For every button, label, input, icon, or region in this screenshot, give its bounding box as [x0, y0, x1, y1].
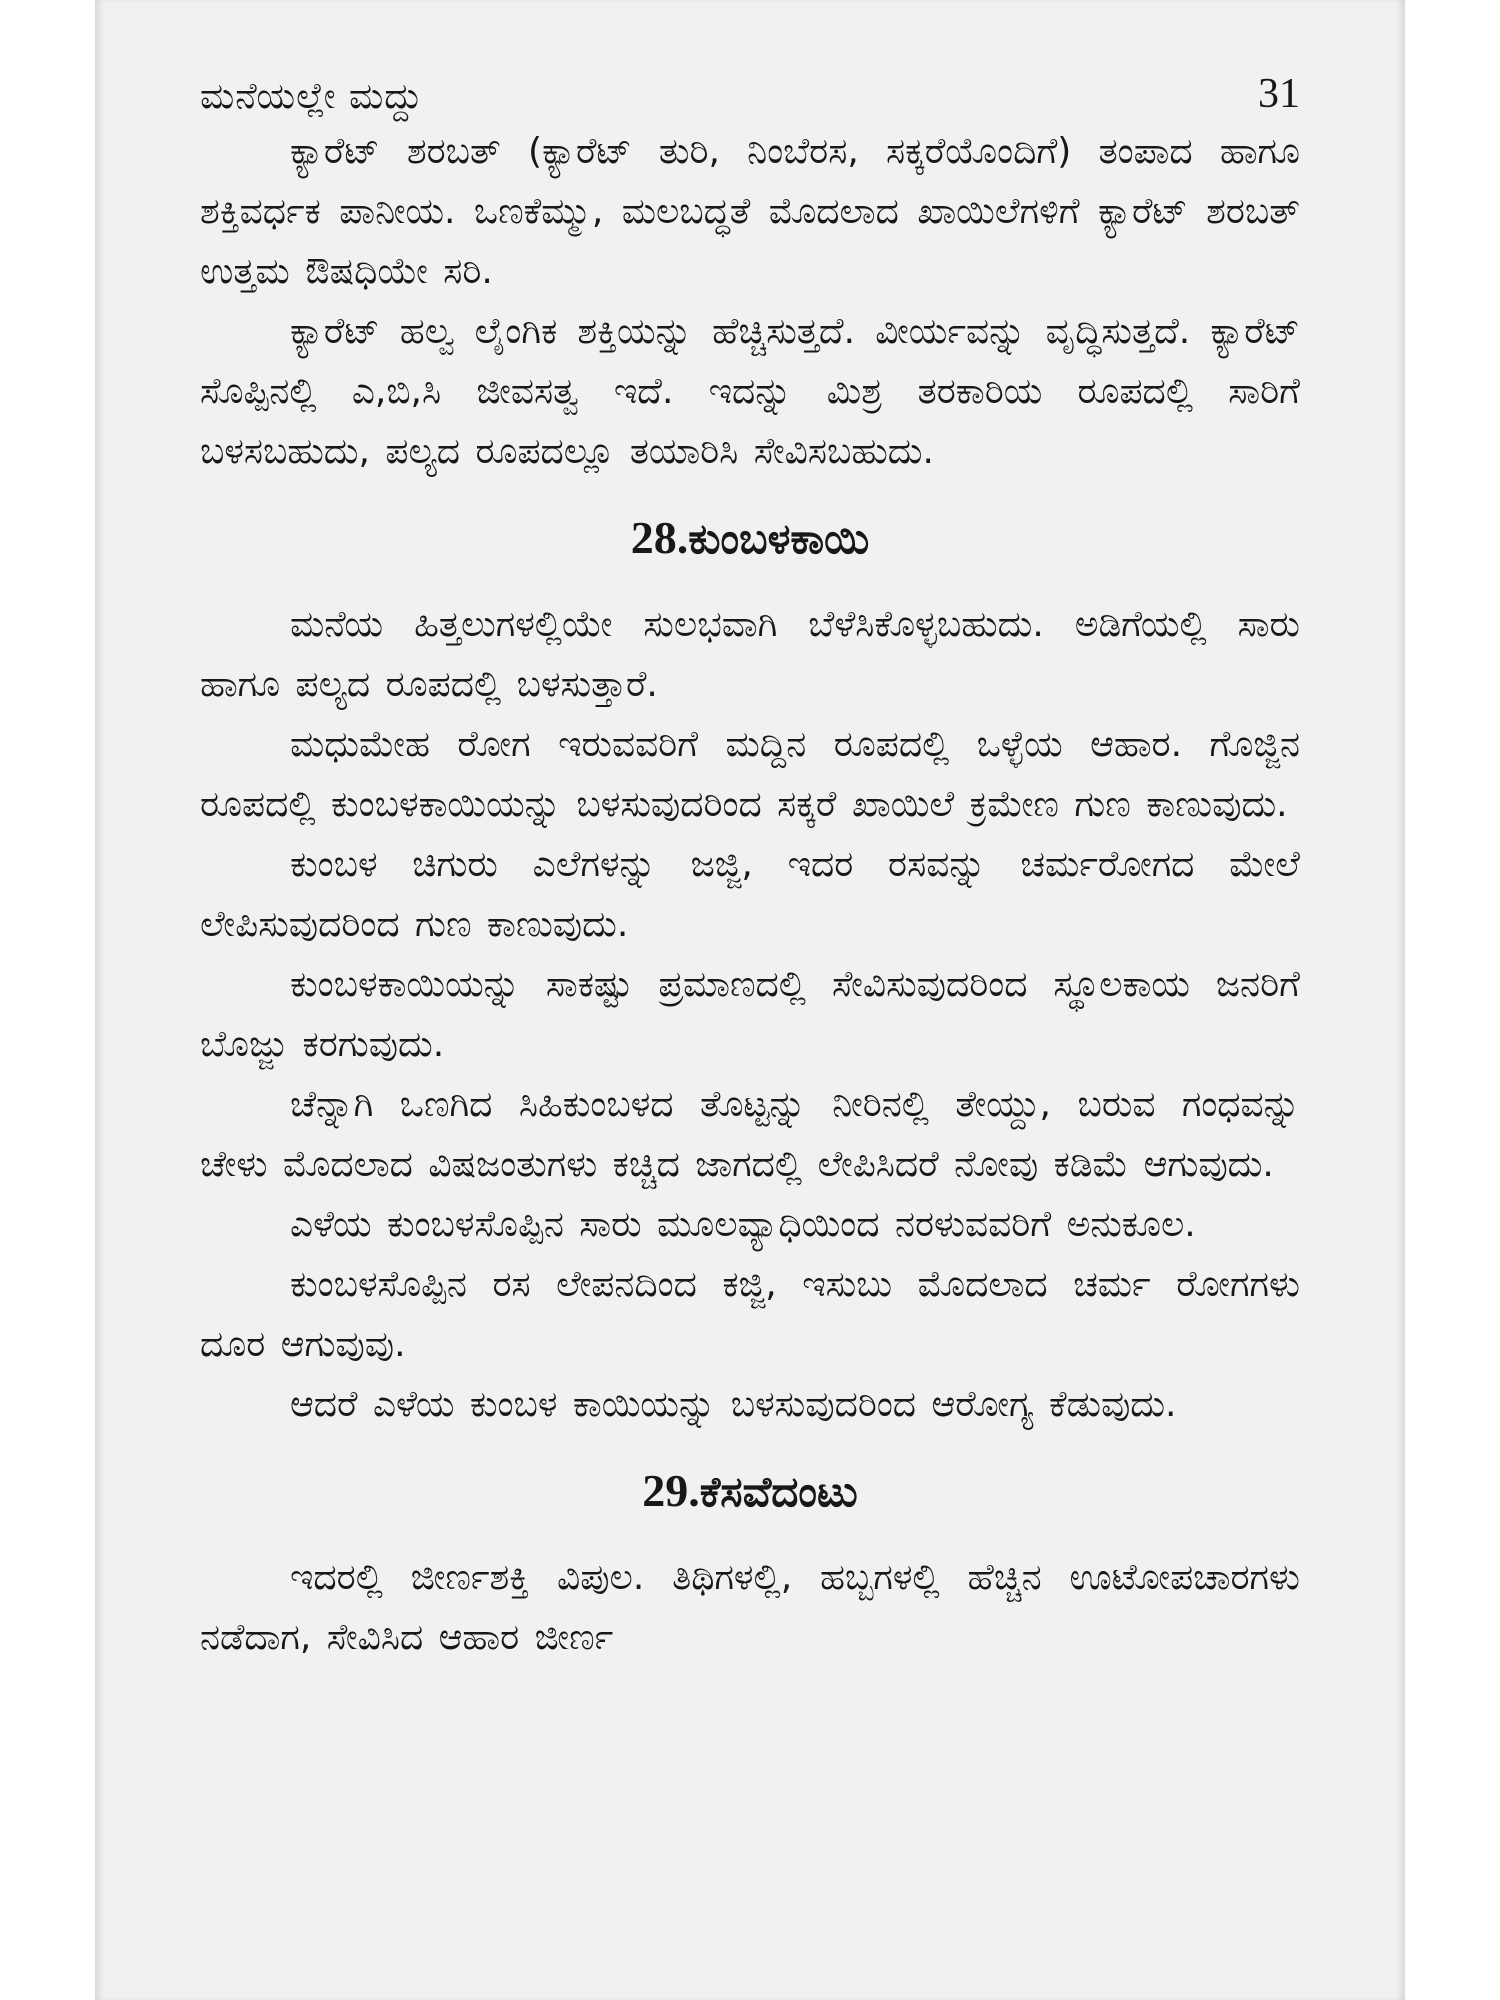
paragraph: ಮನೆಯ ಹಿತ್ತಲುಗಳಲ್ಲಿಯೇ ಸುಲಭವಾಗಿ ಬೆಳೆಸಿಕೊಳ್ಳಬಹುದು. ಅಡಿಗೆಯಲ್ಲಿ ಸಾರು ಹಾಗೂ ಪಲ್ಯದ ರೂಪದಲ್ಲಿ ಬಳಸುತ್ತಾರೆ. — [200, 604, 1300, 705]
section-heading-28 — [200, 508, 1300, 569]
paragraph: ಎಳೆಯ ಕುಂಬಳಸೊಪ್ಪಿನ ಸಾರು ಮೂಲವ್ಯಾಧಿಯಿಂದ ನರಳುವವರಿಗೆ ಅನುಕೂಲ. — [290, 1204, 1196, 1245]
paragraph: ಆದರೆ ಎಳೆಯ ಕುಂಬಳ ಕಾಯಿಯನ್ನು ಬಳಸುವುದರಿಂದ ಆರೋಗ್ಯ ಕೆಡುವುದು. — [290, 1384, 1177, 1425]
paragraph: ಕುಂಬಳಕಾಯಿಯನ್ನು ಸಾಕಷ್ಟು ಪ್ರಮಾಣದಲ್ಲಿ ಸೇವಿಸುವುದರಿಂದ ಸ್ಥೂಲಕಾಯ ಜನರಿಗೆ ಬೊಜ್ಜು ಕರಗುವುದು. — [200, 964, 1300, 1065]
section-number: 29. — [642, 1465, 700, 1516]
running-title: ಮನೆಯಲ್ಲೇ ಮದ್ದು — [200, 76, 424, 117]
running-header — [200, 60, 1300, 118]
paragraph: ಕ್ಯಾರೆಟ್ ಹಲ್ವ ಲೈಂಗಿಕ ಶಕ್ತಿಯನ್ನು ಹೆಚ್ಚಿಸುತ್ತದೆ. ವೀರ್ಯವನ್ನು ವೃದ್ಧಿಸುತ್ತದೆ. ಕ್ಯಾರೆಟ್ ಸೊಪ್ಪಿನಲ್ಲಿ ಎ,ಬಿ,ಸಿ ಜೀವಸತ್ವ ಇದೆ. ಇದನ್ನು ಮಿಶ್ರ ತರಕಾರಿಯ ರೂಪದಲ್ಲಿ ಸಾರಿಗೆ ಬಳಸಬಹುದು, ಪಲ್ಯದ ರೂಪದಲ್ಲೂ ತಯಾರಿಸಿ ಸೇವಿಸಬಹುದು. — [200, 311, 1300, 472]
page-content — [200, 60, 1300, 1668]
paragraph: ಕ್ಯಾರೆಟ್ ಶರಬತ್ (ಕ್ಯಾರೆಟ್ ತುರಿ, ನಿಂಬೆರಸ, ಸಕ್ಕರೆಯೊಂದಿಗೆ) ತಂಪಾದ ಹಾಗೂ ಶಕ್ತಿವರ್ಧಕ ಪಾನೀಯ. ಒಣಕೆಮ್ಮು, ಮಲಬದ್ಧತೆ ಮೊದಲಾದ ಖಾಯಿಲೆಗಳಿಗೆ ಕ್ಯಾರೆಟ್ ಶರಬತ್ ಉತ್ತಮ ಔಷಧಿಯೇ ಸರಿ. — [200, 131, 1300, 292]
book-page — [95, 0, 1405, 2000]
paragraph: ಚೆನ್ನಾಗಿ ಒಣಗಿದ ಸಿಹಿಕುಂಬಳದ ತೊಟ್ಟನ್ನು ನೀರಿನಲ್ಲಿ ತೇಯ್ದು, ಬರುವ ಗಂಧವನ್ನು ಚೇಳು ಮೊದಲಾದ ವಿಷಜಂತುಗಳು ಕಚ್ಚಿದ ಜಾಗದಲ್ಲಿ ಲೇಪಿಸಿದರೆ ನೋವು ಕಡಿಮೆ ಆಗುವುದು. — [200, 1084, 1300, 1185]
section-title: ಕೆಸವೆದಂಟು — [699, 1467, 858, 1516]
paragraph: ಕುಂಬಳ ಚಿಗುರು ಎಲೆಗಳನ್ನು ಜಜ್ಜಿ, ಇದರ ರಸವನ್ನು ಚರ್ಮರೋಗದ ಮೇಲೆ ಲೇಪಿಸುವುದರಿಂದ ಗುಣ ಕಾಣುವುದು. — [200, 844, 1300, 945]
paragraph: ಕುಂಬಳಸೊಪ್ಪಿನ ರಸ ಲೇಪನದಿಂದ ಕಜ್ಜಿ, ಇಸುಬು ಮೊದಲಾದ ಚರ್ಮ ರೋಗಗಳು ದೂರ ಆಗುವುವು. — [200, 1264, 1300, 1365]
section-number: 28. — [630, 512, 689, 563]
section-heading-29 — [200, 1461, 1300, 1522]
paragraph: ಮಧುಮೇಹ ರೋಗ ಇರುವವರಿಗೆ ಮದ್ದಿನ ರೂಪದಲ್ಲಿ ಒಳ್ಳೆಯ ಆಹಾರ. ಗೊಜ್ಜಿನ ರೂಪದಲ್ಲಿ ಕುಂಬಳಕಾಯಿಯನ್ನು ಬಳಸುವುದರಿಂದ ಸಕ್ಕರೆ ಖಾಯಿಲೆ ಕ್ರಮೇಣ ಗುಣ ಕಾಣುವುದು. — [200, 724, 1300, 825]
paragraph: ಇದರಲ್ಲಿ ಜೀರ್ಣಶಕ್ತಿ ವಿಪುಲ. ತಿಥಿಗಳಲ್ಲಿ, ಹಬ್ಬಗಳಲ್ಲಿ ಹೆಚ್ಚಿನ ಊಟೋಪಚಾರಗಳು ನಡೆದಾಗ, ಸೇವಿಸಿದ ಆಹಾರ ಜೀರ್ಣ — [200, 1557, 1300, 1658]
section-title: ಕುಂಬಳಕಾಯಿ — [688, 514, 870, 563]
page-number: 31 — [1258, 71, 1300, 117]
